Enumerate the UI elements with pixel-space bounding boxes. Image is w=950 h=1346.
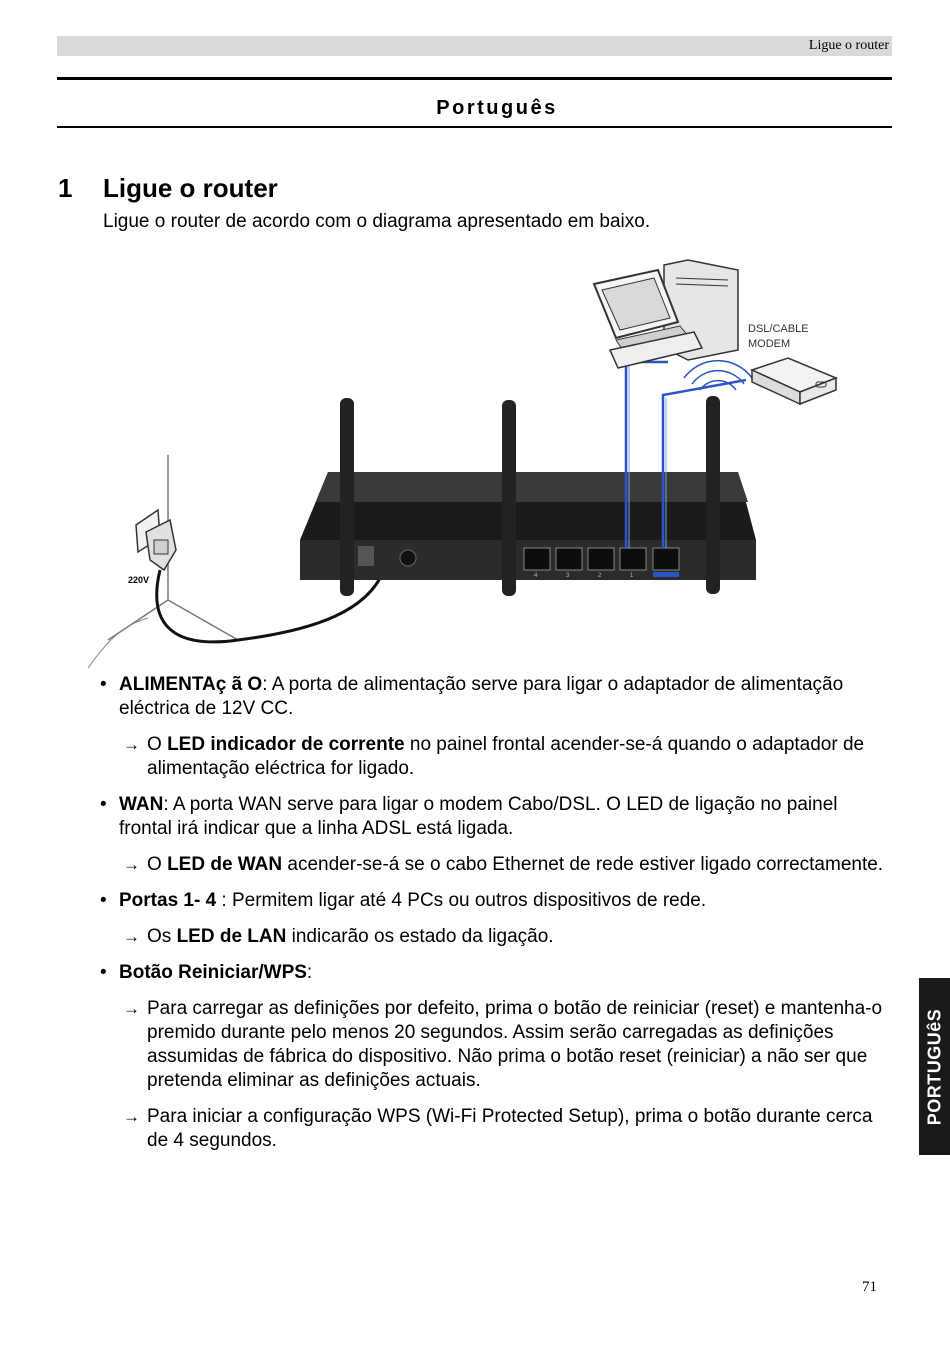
port-number-4: 4 <box>534 573 538 579</box>
item-text: no painel frontal acender-se-á quando o adaptador de alimentação eléctrica for ligado. <box>147 734 865 779</box>
item-text: : A porta de alimentação serve para ligar o adaptador de alimentação eléctrica de 12V CC. <box>119 674 844 719</box>
arrow-icon: → <box>123 999 140 1018</box>
side-tab-label: PORTUGUêS <box>924 1008 944 1125</box>
antenna-left <box>340 398 354 596</box>
item-term: WAN <box>119 794 164 815</box>
section-intro: Ligue o router de acordo com o diagrama apresentado em baixo. <box>103 211 651 232</box>
running-header <box>57 36 892 56</box>
voltage-label: 220V <box>128 575 150 585</box>
arrow-item <box>100 733 890 781</box>
item-text: : Permitem ligar até 4 PCs ou outros dispositivos de rede. <box>216 890 707 911</box>
item-term: Botão Reiniciar/WPS <box>119 962 307 983</box>
antenna-middle <box>502 400 516 596</box>
page-number: 71 <box>862 1279 877 1295</box>
arrow-item <box>100 997 890 1093</box>
port-number-3: 3 <box>566 573 570 579</box>
router-icon <box>300 472 756 580</box>
arrow-icon: → <box>123 927 140 946</box>
arrow-item <box>100 925 890 949</box>
bullet-marker: • <box>100 674 107 695</box>
section-title: Ligue o router <box>103 173 278 203</box>
description-list <box>100 673 890 1165</box>
language-rule <box>57 126 892 128</box>
item-prefix: O <box>147 854 168 875</box>
item-term: Portas 1- 4 <box>119 890 217 911</box>
language-title: Português <box>436 97 558 119</box>
arrow-item <box>100 1105 890 1153</box>
section-number: 1 <box>58 173 73 203</box>
item-prefix: O <box>147 734 168 755</box>
arrow-icon: → <box>123 1107 140 1126</box>
router-connection-diagram <box>88 240 848 668</box>
item-text: acender-se-á se o cabo Ethernet de rede estiver ligado correctamente. <box>282 854 884 875</box>
item-text: : <box>306 962 313 983</box>
bullet-marker: • <box>100 962 107 983</box>
item-term: LED de WAN <box>167 854 283 875</box>
antenna-right <box>706 396 720 594</box>
computer-icon <box>594 260 738 368</box>
item-text: Para iniciar a configuração WPS (Wi-Fi Protected Setup), prima o botão durante cerca de 4 segundos. <box>147 1106 873 1151</box>
floor-line <box>88 618 148 668</box>
bullet-item <box>100 889 890 913</box>
arrow-item <box>100 853 890 877</box>
modem-label-line1: DSL/CABLE <box>748 323 809 335</box>
power-adapter-icon <box>136 510 176 570</box>
bullet-item <box>100 961 890 985</box>
item-term: LED de LAN <box>176 926 287 947</box>
item-prefix: Os <box>147 926 177 947</box>
bullet-marker: • <box>100 794 107 815</box>
top-rule <box>57 77 892 80</box>
arrow-icon: → <box>123 735 140 754</box>
modem-label-line2: MODEM <box>748 338 791 350</box>
running-title: Ligue o router <box>808 38 889 53</box>
bullet-item <box>100 793 890 841</box>
arrow-icon: → <box>123 855 140 874</box>
item-term: ALIMENTAç ã O <box>119 674 263 695</box>
item-term: LED indicador de corrente <box>167 734 405 755</box>
item-text: indicarão os estado da ligação. <box>286 926 554 947</box>
item-text: : A porta WAN serve para ligar o modem Cabo/DSL. O LED de ligação no painel frontal irá indicar que a linha ADSL está ligada. <box>119 794 838 839</box>
bullet-item <box>100 673 890 721</box>
item-text: Para carregar as definições por defeito, prima o botão de reiniciar (reset) e mantenha-o premido durante pelo menos 20 segundos. Assim serão carregadas as definições assumidas de fábrica do dispositivo. Não prima o botão reset (reiniciar) a não ser que pretenda eliminar as definições actuais. <box>147 998 883 1091</box>
port-number-1: 1 <box>630 573 634 579</box>
bullet-marker: • <box>100 890 107 911</box>
port-number-2: 2 <box>598 573 602 579</box>
language-side-tab <box>919 978 950 1155</box>
modem-icon <box>752 358 836 404</box>
